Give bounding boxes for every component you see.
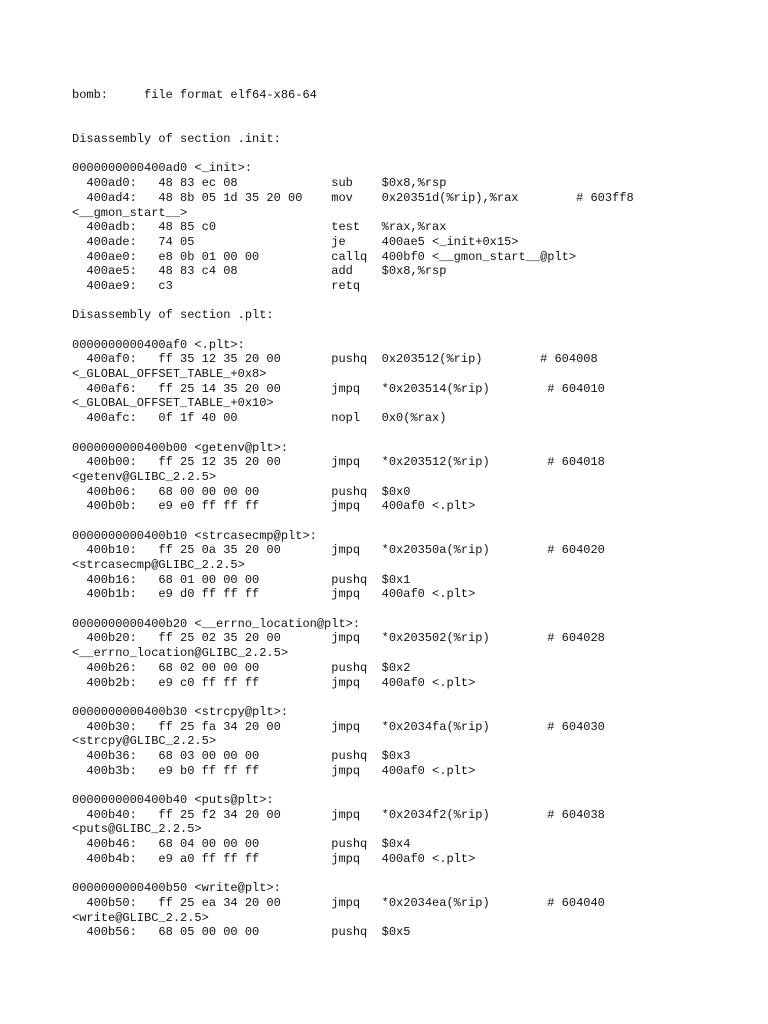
text-line: 400b36: 68 03 00 00 00 pushq $0x3 bbox=[72, 748, 411, 763]
disassembly-document bbox=[72, 88, 762, 940]
text-line: 400af6: ff 25 14 35 20 00 jmpq *0x203514(%rip) # 604010 bbox=[72, 381, 605, 396]
text-line: <_GLOBAL_OFFSET_TABLE_+0x10> bbox=[72, 396, 274, 411]
text-line: 0000000000400b40 <puts@plt>: bbox=[72, 793, 274, 807]
text-line: <_GLOBAL_OFFSET_TABLE_+0x8> bbox=[72, 367, 267, 382]
text-line bbox=[72, 117, 762, 132]
text-line: 400b00: ff 25 12 35 20 00 jmpq *0x203512(%rip) # 604018 bbox=[72, 455, 605, 470]
text-line: <write@GLIBC_2.2.5> bbox=[72, 910, 209, 925]
text-line bbox=[72, 602, 762, 617]
text-line: 400b10: ff 25 0a 35 20 00 jmpq *0x20350a(%rip) # 604020 bbox=[72, 543, 605, 558]
text-line bbox=[72, 778, 762, 793]
text-line: bomb: file format elf64-x86-64 bbox=[72, 88, 317, 102]
text-line: Disassembly of section .plt: bbox=[72, 308, 274, 323]
text-line: 400ad0: 48 83 ec 08 sub $0x8,%rsp bbox=[72, 176, 447, 191]
text-line: 400adb: 48 85 c0 test %rax,%rax bbox=[72, 220, 447, 235]
text-line: 400ae9: c3 retq bbox=[72, 278, 361, 293]
text-line: Disassembly of section .init: bbox=[72, 132, 281, 147]
text-line: 400ade: 74 05 je 400ae5 <_init+0x15> bbox=[72, 234, 519, 249]
text-line bbox=[72, 514, 762, 529]
text-line: <strcpy@GLIBC_2.2.5> bbox=[72, 734, 217, 749]
text-line: 400af0: ff 35 12 35 20 00 pushq 0x203512(%rip) # 604008 bbox=[72, 352, 598, 367]
text-line: <puts@GLIBC_2.2.5> bbox=[72, 822, 202, 837]
text-line: 400b56: 68 05 00 00 00 pushq $0x5 bbox=[72, 925, 411, 940]
text-line bbox=[72, 103, 762, 118]
text-line: <__errno_location@GLIBC_2.2.5> bbox=[72, 646, 289, 661]
text-line: 400b3b: e9 b0 ff ff ff jmpq 400af0 <.plt> bbox=[72, 763, 476, 778]
text-line: 0000000000400b20 <__errno_location@plt>: bbox=[72, 616, 361, 631]
text-line: <strcasecmp@GLIBC_2.2.5> bbox=[72, 558, 245, 572]
text-line bbox=[72, 323, 762, 338]
text-line: <getenv@GLIBC_2.2.5> bbox=[72, 469, 217, 484]
text-line: 400ae5: 48 83 c4 08 add $0x8,%rsp bbox=[72, 264, 447, 279]
text-line bbox=[72, 147, 762, 162]
text-line bbox=[72, 866, 762, 881]
text-line: 400b0b: e9 e0 ff ff ff jmpq 400af0 <.plt> bbox=[72, 499, 476, 514]
text-line: 400b16: 68 01 00 00 00 pushq $0x1 bbox=[72, 572, 411, 587]
text-line: 0000000000400b50 <write@plt>: bbox=[72, 881, 281, 896]
text-line: 400b30: ff 25 fa 34 20 00 jmpq *0x2034fa(%rip) # 604030 bbox=[72, 719, 605, 734]
text-line: 400b50: ff 25 ea 34 20 00 jmpq *0x2034ea(%rip) # 604040 bbox=[72, 895, 605, 910]
text-line: 0000000000400b00 <getenv@plt>: bbox=[72, 440, 289, 455]
text-line: 400ae0: e8 0b 01 00 00 callq 400bf0 <__gmon_start__@plt> bbox=[72, 249, 577, 264]
text-line: <__gmon_start__> bbox=[72, 205, 188, 220]
text-line: 400b1b: e9 d0 ff ff ff jmpq 400af0 <.plt> bbox=[72, 587, 476, 602]
text-line: 400b4b: e9 a0 ff ff ff jmpq 400af0 <.plt> bbox=[72, 851, 476, 866]
text-line: 0000000000400b10 <strcasecmp@plt>: bbox=[72, 528, 317, 543]
text-line: 0000000000400af0 <.plt>: bbox=[72, 337, 245, 352]
text-line: 400b2b: e9 c0 ff ff ff jmpq 400af0 <.plt> bbox=[72, 675, 476, 690]
text-line: 400b06: 68 00 00 00 00 pushq $0x0 bbox=[72, 484, 411, 499]
text-line: 400b26: 68 02 00 00 00 pushq $0x2 bbox=[72, 660, 411, 675]
text-line: 400ad4: 48 8b 05 1d 35 20 00 mov 0x20351d(%rip),%rax # 603ff8 bbox=[72, 190, 634, 205]
text-line bbox=[72, 426, 762, 441]
text-line: 400b40: ff 25 f2 34 20 00 jmpq *0x2034f2(%rip) # 604038 bbox=[72, 807, 605, 822]
text-line: 400afc: 0f 1f 40 00 nopl 0x0(%rax) bbox=[72, 411, 447, 426]
text-line bbox=[72, 690, 762, 705]
text-line: 400b20: ff 25 02 35 20 00 jmpq *0x203502(%rip) # 604028 bbox=[72, 631, 605, 646]
text-line: 0000000000400b30 <strcpy@plt>: bbox=[72, 704, 289, 719]
text-line bbox=[72, 294, 762, 309]
text-line: 400b46: 68 04 00 00 00 pushq $0x4 bbox=[72, 837, 411, 852]
text-line: 0000000000400ad0 <_init>: bbox=[72, 161, 253, 176]
